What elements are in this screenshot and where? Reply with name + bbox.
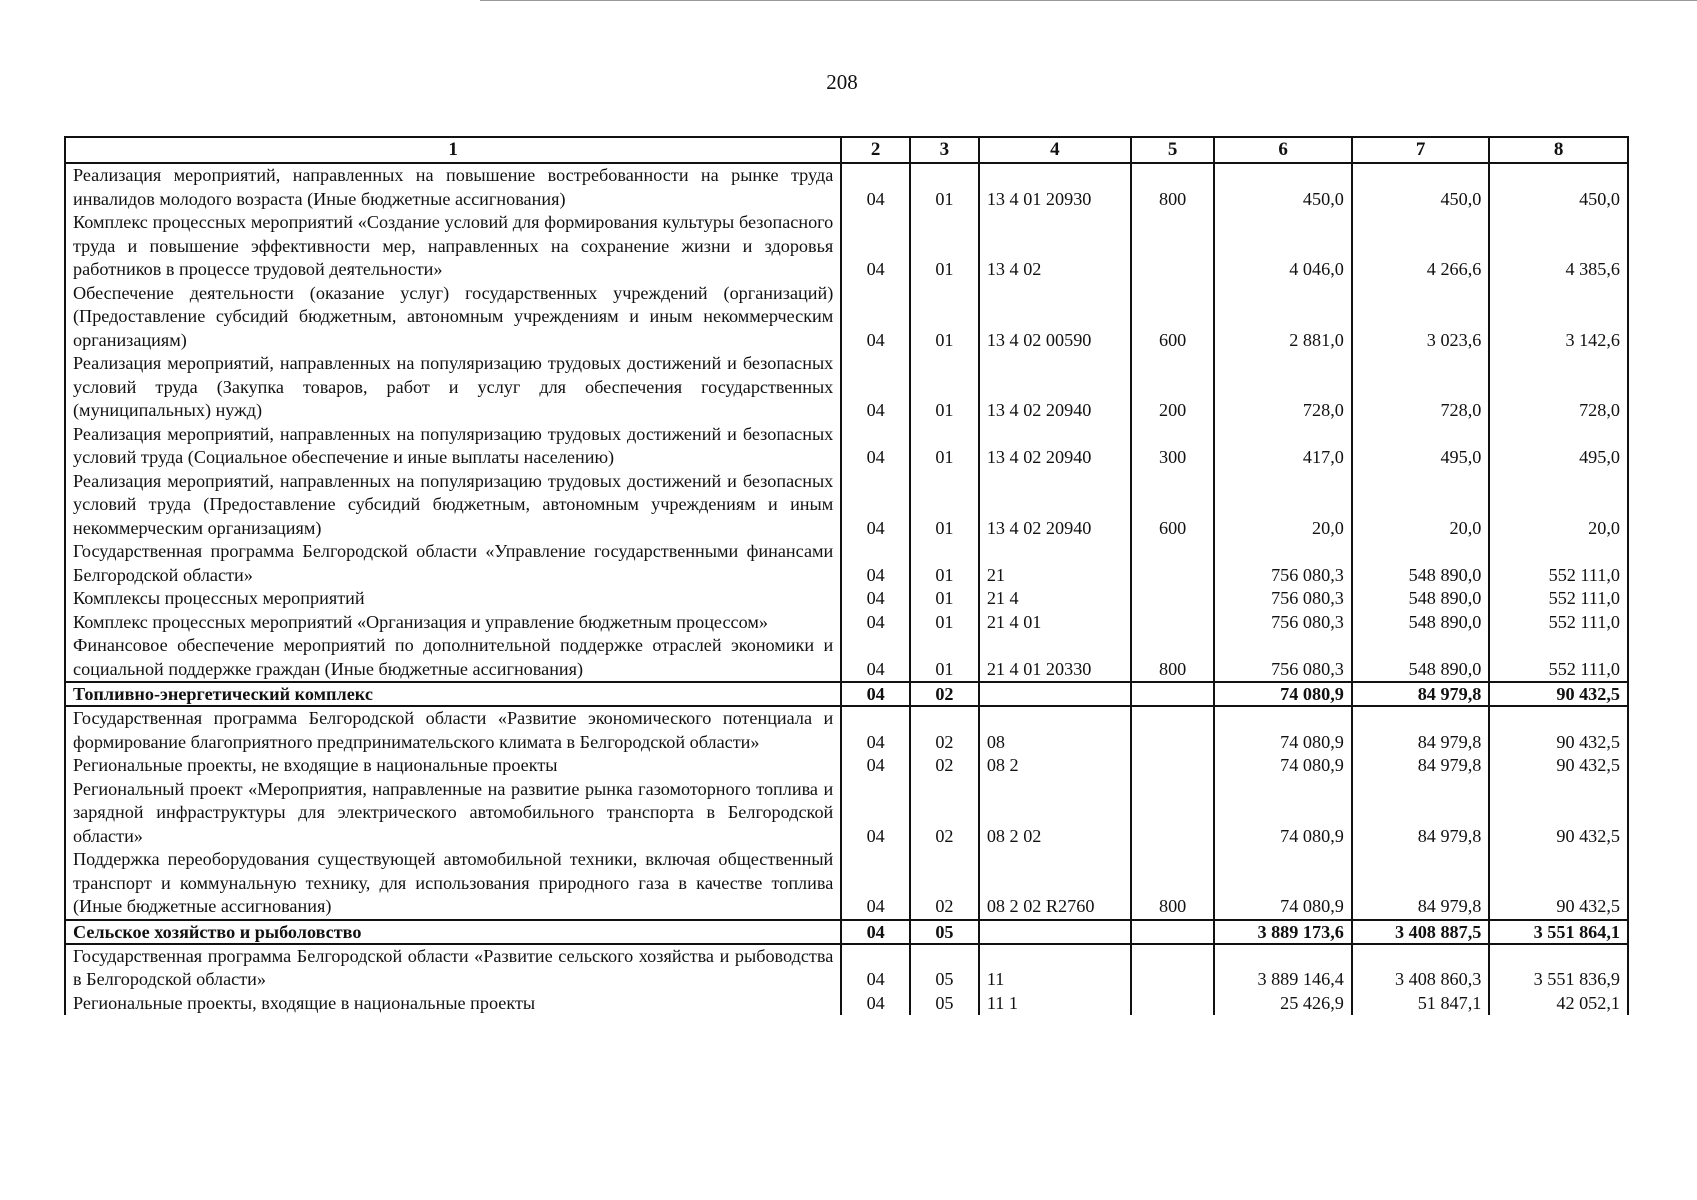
table-row bbox=[65, 540, 1628, 587]
row-description: Реализация мероприятий, направленных на популяризацию трудовых достижений и безопасных условий труда (Социальное обеспечение и иные выплаты населению) bbox=[65, 423, 841, 470]
expense-type-code bbox=[1131, 992, 1214, 1016]
subsection-code: 01 bbox=[910, 587, 979, 611]
column-header: 6 bbox=[1214, 137, 1352, 163]
amount-year-2: 3 408 860,3 bbox=[1352, 944, 1490, 992]
subsection-code: 05 bbox=[910, 944, 979, 992]
amount-year-2: 495,0 bbox=[1352, 423, 1490, 470]
amount-year-2: 548 890,0 bbox=[1352, 587, 1490, 611]
column-header: 1 bbox=[65, 137, 841, 163]
amount-year-3: 552 111,0 bbox=[1489, 587, 1628, 611]
row-description: Реализация мероприятий, направленных на повышение востребованности на рынке труда инвалидов молодого возраста (Иные бюджетные ассигнования) bbox=[65, 163, 841, 211]
section-code: 04 bbox=[841, 634, 910, 682]
expense-type-code bbox=[1131, 778, 1214, 849]
target-article-code: 08 2 02 R2760 bbox=[979, 848, 1131, 920]
table-row bbox=[65, 352, 1628, 423]
column-header: 5 bbox=[1131, 137, 1214, 163]
amount-year-1: 74 080,9 bbox=[1214, 706, 1352, 754]
expense-type-code bbox=[1131, 211, 1214, 282]
section-code: 04 bbox=[841, 682, 910, 706]
row-description: Государственная программа Белгородской области «Развитие сельского хозяйства и рыбоводства в Белгородской области» bbox=[65, 944, 841, 992]
table-row bbox=[65, 282, 1628, 353]
top-rule bbox=[480, 0, 1697, 1]
section-code: 04 bbox=[841, 992, 910, 1016]
row-description: Комплекс процессных мероприятий «Организация и управление бюджетным процессом» bbox=[65, 611, 841, 635]
section-code: 04 bbox=[841, 778, 910, 849]
amount-year-2: 4 266,6 bbox=[1352, 211, 1490, 282]
amount-year-3: 90 432,5 bbox=[1489, 706, 1628, 754]
amount-year-2: 548 890,0 bbox=[1352, 611, 1490, 635]
row-description: Региональный проект «Мероприятия, направленные на развитие рынка газомоторного топлива и зарядной инфраструктуры для электрического автомобильного транспорта в Белгородской области» bbox=[65, 778, 841, 849]
page-number: 208 bbox=[826, 70, 858, 94]
target-article-code: 13 4 02 20940 bbox=[979, 470, 1131, 541]
amount-year-2: 548 890,0 bbox=[1352, 540, 1490, 587]
section-row bbox=[65, 682, 1628, 706]
subsection-code: 02 bbox=[910, 848, 979, 920]
subsection-code: 01 bbox=[910, 163, 979, 211]
table-row bbox=[65, 848, 1628, 920]
column-header: 8 bbox=[1489, 137, 1628, 163]
amount-year-1: 3 889 173,6 bbox=[1214, 920, 1352, 944]
table-body bbox=[65, 163, 1628, 1015]
row-description: Региональные проекты, не входящие в национальные проекты bbox=[65, 754, 841, 778]
amount-year-1: 20,0 bbox=[1214, 470, 1352, 541]
amount-year-1: 450,0 bbox=[1214, 163, 1352, 211]
table-row bbox=[65, 163, 1628, 211]
subsection-code: 01 bbox=[910, 611, 979, 635]
section-code: 04 bbox=[841, 470, 910, 541]
row-description: Реализация мероприятий, направленных на популяризацию трудовых достижений и безопасных условий труда (Закупка товаров, работ и услуг для обеспечения государственных (муниципальных) нужд) bbox=[65, 352, 841, 423]
expense-type-code bbox=[1131, 706, 1214, 754]
target-article-code: 11 bbox=[979, 944, 1131, 992]
amount-year-3: 4 385,6 bbox=[1489, 211, 1628, 282]
target-article-code: 21 4 01 20330 bbox=[979, 634, 1131, 682]
amount-year-3: 3 551 864,1 bbox=[1489, 920, 1628, 944]
target-article-code: 13 4 02 20940 bbox=[979, 352, 1131, 423]
amount-year-1: 3 889 146,4 bbox=[1214, 944, 1352, 992]
table-row bbox=[65, 754, 1628, 778]
table-row bbox=[65, 992, 1628, 1016]
amount-year-1: 756 080,3 bbox=[1214, 611, 1352, 635]
amount-year-2: 84 979,8 bbox=[1352, 778, 1490, 849]
target-article-code bbox=[979, 920, 1131, 944]
amount-year-1: 417,0 bbox=[1214, 423, 1352, 470]
target-article-code: 21 4 bbox=[979, 587, 1131, 611]
expense-type-code bbox=[1131, 540, 1214, 587]
table-row bbox=[65, 423, 1628, 470]
section-code: 04 bbox=[841, 611, 910, 635]
table-row bbox=[65, 611, 1628, 635]
amount-year-3: 90 432,5 bbox=[1489, 778, 1628, 849]
section-code: 04 bbox=[841, 211, 910, 282]
row-description: Финансовое обеспечение мероприятий по дополнительной поддержке отраслей экономики и социальной поддержке граждан (Иные бюджетные ассигнования) bbox=[65, 634, 841, 682]
expense-type-code: 800 bbox=[1131, 634, 1214, 682]
subsection-code: 05 bbox=[910, 992, 979, 1016]
expense-type-code: 600 bbox=[1131, 470, 1214, 541]
subsection-code: 05 bbox=[910, 920, 979, 944]
section-code: 04 bbox=[841, 423, 910, 470]
target-article-code: 13 4 01 20930 bbox=[979, 163, 1131, 211]
subsection-code: 02 bbox=[910, 778, 979, 849]
amount-year-1: 756 080,3 bbox=[1214, 587, 1352, 611]
subsection-code: 02 bbox=[910, 706, 979, 754]
amount-year-3: 450,0 bbox=[1489, 163, 1628, 211]
amount-year-3: 552 111,0 bbox=[1489, 611, 1628, 635]
target-article-code: 13 4 02 20940 bbox=[979, 423, 1131, 470]
table-row bbox=[65, 944, 1628, 992]
row-description: Сельское хозяйство и рыболовство bbox=[65, 920, 841, 944]
target-article-code: 13 4 02 bbox=[979, 211, 1131, 282]
target-article-code: 21 4 01 bbox=[979, 611, 1131, 635]
target-article-code: 08 2 02 bbox=[979, 778, 1131, 849]
target-article-code: 13 4 02 00590 bbox=[979, 282, 1131, 353]
table-row bbox=[65, 470, 1628, 541]
expense-type-code: 600 bbox=[1131, 282, 1214, 353]
expense-type-code: 200 bbox=[1131, 352, 1214, 423]
expense-type-code bbox=[1131, 754, 1214, 778]
amount-year-3: 495,0 bbox=[1489, 423, 1628, 470]
table-row bbox=[65, 211, 1628, 282]
row-description: Обеспечение деятельности (оказание услуг) государственных учреждений (организаций) (Предоставление субсидий бюджетным, автономным учреждениям и иным некоммерческим организациям) bbox=[65, 282, 841, 353]
section-code: 04 bbox=[841, 706, 910, 754]
subsection-code: 01 bbox=[910, 634, 979, 682]
amount-year-2: 20,0 bbox=[1352, 470, 1490, 541]
amount-year-1: 25 426,9 bbox=[1214, 992, 1352, 1016]
amount-year-3: 552 111,0 bbox=[1489, 540, 1628, 587]
section-row bbox=[65, 920, 1628, 944]
target-article-code: 21 bbox=[979, 540, 1131, 587]
table-row bbox=[65, 587, 1628, 611]
row-description: Поддержка переоборудования существующей автомобильной техники, включая общественный транспорт и коммунальную технику, для использования природного газа в качестве топлива (Иные бюджетные ассигнования) bbox=[65, 848, 841, 920]
row-description: Реализация мероприятий, направленных на популяризацию трудовых достижений и безопасных условий труда (Предоставление субсидий бюджетным, автономным учреждениям и иным некоммерческим организациям) bbox=[65, 470, 841, 541]
amount-year-1: 74 080,9 bbox=[1214, 778, 1352, 849]
expense-type-code bbox=[1131, 587, 1214, 611]
amount-year-2: 84 979,8 bbox=[1352, 848, 1490, 920]
row-description: Топливно-энергетический комплекс bbox=[65, 682, 841, 706]
amount-year-3: 3 142,6 bbox=[1489, 282, 1628, 353]
section-code: 04 bbox=[841, 352, 910, 423]
row-description: Государственная программа Белгородской области «Развитие экономического потенциала и формирование благоприятного предпринимательского климата в Белгородской области» bbox=[65, 706, 841, 754]
amount-year-1: 4 046,0 bbox=[1214, 211, 1352, 282]
amount-year-3: 20,0 bbox=[1489, 470, 1628, 541]
amount-year-3: 728,0 bbox=[1489, 352, 1628, 423]
amount-year-2: 450,0 bbox=[1352, 163, 1490, 211]
amount-year-3: 552 111,0 bbox=[1489, 634, 1628, 682]
section-code: 04 bbox=[841, 540, 910, 587]
expense-type-code bbox=[1131, 682, 1214, 706]
section-code: 04 bbox=[841, 163, 910, 211]
section-code: 04 bbox=[841, 944, 910, 992]
section-code: 04 bbox=[841, 848, 910, 920]
subsection-code: 02 bbox=[910, 754, 979, 778]
row-description: Комплекс процессных мероприятий «Создание условий для формирования культуры безопасного труда и повышение эффективности мер, направленных на сохранение жизни и здоровья работников в процессе трудовой деятельности» bbox=[65, 211, 841, 282]
amount-year-1: 74 080,9 bbox=[1214, 754, 1352, 778]
column-header: 2 bbox=[841, 137, 910, 163]
expense-type-code bbox=[1131, 611, 1214, 635]
expense-type-code bbox=[1131, 920, 1214, 944]
amount-year-3: 90 432,5 bbox=[1489, 682, 1628, 706]
amount-year-1: 756 080,3 bbox=[1214, 634, 1352, 682]
section-code: 04 bbox=[841, 282, 910, 353]
amount-year-2: 84 979,8 bbox=[1352, 754, 1490, 778]
subsection-code: 01 bbox=[910, 211, 979, 282]
amount-year-1: 74 080,9 bbox=[1214, 848, 1352, 920]
subsection-code: 02 bbox=[910, 682, 979, 706]
header-row bbox=[65, 137, 1628, 163]
amount-year-3: 42 052,1 bbox=[1489, 992, 1628, 1016]
amount-year-2: 3 023,6 bbox=[1352, 282, 1490, 353]
row-description: Региональные проекты, входящие в национальные проекты bbox=[65, 992, 841, 1016]
section-code: 04 bbox=[841, 920, 910, 944]
expense-type-code: 300 bbox=[1131, 423, 1214, 470]
target-article-code: 08 2 bbox=[979, 754, 1131, 778]
row-description: Государственная программа Белгородской области «Управление государственными финансами Белгородской области» bbox=[65, 540, 841, 587]
budget-table bbox=[64, 136, 1629, 1015]
amount-year-2: 548 890,0 bbox=[1352, 634, 1490, 682]
table-row bbox=[65, 778, 1628, 849]
table-row bbox=[65, 634, 1628, 682]
section-code: 04 bbox=[841, 754, 910, 778]
amount-year-1: 756 080,3 bbox=[1214, 540, 1352, 587]
amount-year-2: 3 408 887,5 bbox=[1352, 920, 1490, 944]
expense-type-code: 800 bbox=[1131, 848, 1214, 920]
table-row bbox=[65, 706, 1628, 754]
subsection-code: 01 bbox=[910, 282, 979, 353]
amount-year-1: 2 881,0 bbox=[1214, 282, 1352, 353]
amount-year-2: 728,0 bbox=[1352, 352, 1490, 423]
row-description: Комплексы процессных мероприятий bbox=[65, 587, 841, 611]
amount-year-2: 51 847,1 bbox=[1352, 992, 1490, 1016]
subsection-code: 01 bbox=[910, 423, 979, 470]
expense-type-code: 800 bbox=[1131, 163, 1214, 211]
amount-year-1: 728,0 bbox=[1214, 352, 1352, 423]
expense-type-code bbox=[1131, 944, 1214, 992]
amount-year-1: 74 080,9 bbox=[1214, 682, 1352, 706]
subsection-code: 01 bbox=[910, 352, 979, 423]
section-code: 04 bbox=[841, 587, 910, 611]
target-article-code bbox=[979, 682, 1131, 706]
subsection-code: 01 bbox=[910, 540, 979, 587]
target-article-code: 08 bbox=[979, 706, 1131, 754]
amount-year-2: 84 979,8 bbox=[1352, 706, 1490, 754]
target-article-code: 11 1 bbox=[979, 992, 1131, 1016]
amount-year-3: 90 432,5 bbox=[1489, 754, 1628, 778]
amount-year-3: 3 551 836,9 bbox=[1489, 944, 1628, 992]
subsection-code: 01 bbox=[910, 470, 979, 541]
column-header: 4 bbox=[979, 137, 1131, 163]
amount-year-3: 90 432,5 bbox=[1489, 848, 1628, 920]
amount-year-2: 84 979,8 bbox=[1352, 682, 1490, 706]
column-header: 3 bbox=[910, 137, 979, 163]
column-header: 7 bbox=[1352, 137, 1490, 163]
